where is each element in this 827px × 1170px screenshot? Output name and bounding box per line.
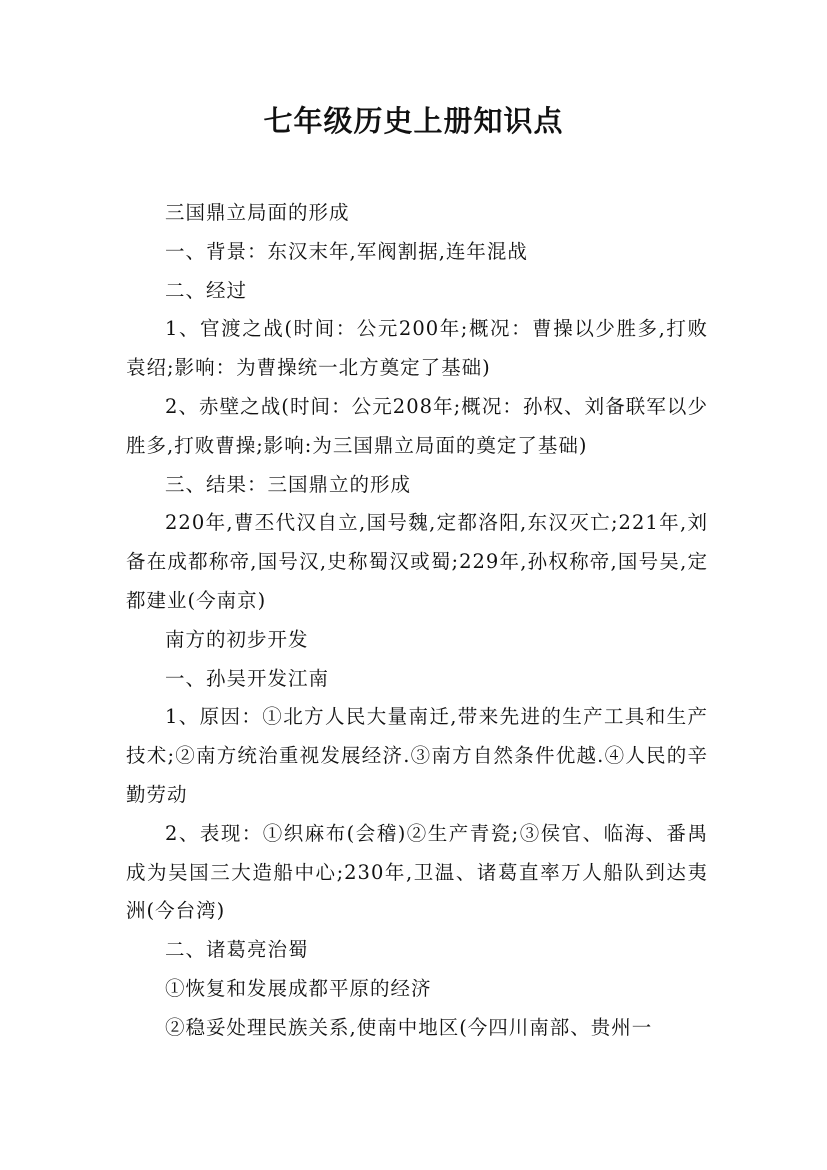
document-body bbox=[126, 194, 708, 1048]
paragraph-reasons: 1、原因：①北方人民大量南迁,带来先进的生产工具和生产技术;②南方统治重视发展经济.③南方自然条件优越.④人民的辛勤劳动 bbox=[126, 705, 708, 806]
paragraph-economy: ①恢复和发展成都平原的经济 bbox=[165, 976, 432, 1000]
paragraph-chibi-battle: 2、赤壁之战(时间：公元208年;概况：孙权、刘备联军以少胜多,打败曹操;影响:为三国鼎立局面的奠定了基础) bbox=[126, 394, 708, 457]
paragraph-three-kingdoms: 220年,曹丕代汉自立,国号魏,定都洛阳,东汉灭亡;221年,刘备在成都称帝,国号汉,史称蜀汉或蜀;229年,孙权称帝,国号吴,定都建业(今南京) bbox=[126, 511, 708, 612]
paragraph-south-heading: 南方的初步开发 bbox=[165, 627, 309, 651]
paragraph-manifestations: 2、表现：①织麻布(会稽)②生产青瓷;③侯官、临海、番禺成为吴国三大造船中心;230年,卫温、诸葛直率万人船队到达夷洲(今台湾) bbox=[126, 821, 708, 923]
paragraph-zhuge-heading: 二、诸葛亮治蜀 bbox=[165, 938, 309, 962]
paragraph-process-heading: 二、经过 bbox=[165, 278, 248, 302]
paragraph-sunwu-heading: 一、孙吴开发江南 bbox=[165, 666, 330, 690]
paragraph-section-heading: 三国鼎立局面的形成 bbox=[165, 201, 350, 224]
paragraph-result-heading: 三、结果：三国鼎立的形成 bbox=[165, 472, 412, 496]
paragraph-ethnic-relations: ②稳妥处理民族关系,使南中地区(今四川南部、贵州一 bbox=[165, 1015, 653, 1039]
document-title: 七年级历史上册知识点 bbox=[263, 104, 564, 138]
paragraph-guandu-battle: 1、官渡之战(时间：公元200年;概况：曹操以少胜多,打败袁绍;影响：为曹操统一北方奠定了基础) bbox=[126, 317, 708, 380]
paragraph-background: 一、背景：东汉末年,军阀割据,连年混战 bbox=[165, 239, 528, 263]
